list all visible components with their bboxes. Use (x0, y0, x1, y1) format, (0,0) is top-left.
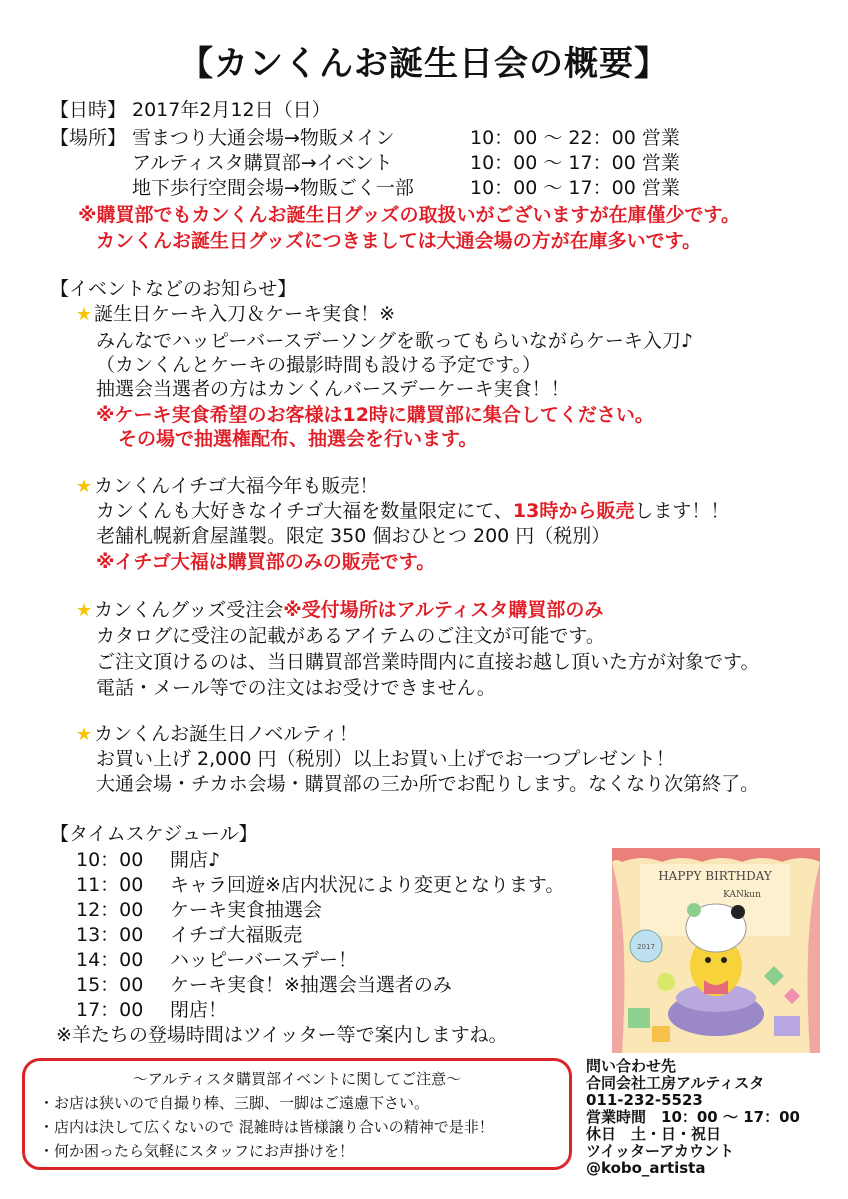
contact-hours: 営業時間 10：00 ～ 17：00 (586, 1108, 800, 1126)
goods-heading (76, 598, 603, 623)
cake-line: みんなでハッピーバースデーソングを歌ってもらいながらケーキ入刀♪ (96, 330, 693, 352)
cake-red-line: その場で抽選権配布、抽選会を行います。 (118, 428, 478, 450)
schedule-footnote: ※羊たちの登場時間はツイッター等で案内しますね。 (56, 1024, 508, 1046)
cake-red-line: ※ケーキ実食希望のお客様は12時に購買部に集合してください。 (96, 404, 654, 426)
daifuku-heading (76, 474, 378, 499)
schedule-row (76, 923, 302, 947)
star-icon: ★ (76, 600, 93, 621)
schedule-row (76, 873, 564, 897)
novelty-line: お買い上げ 2,000 円（税別）以上お買い上げでお一つプレゼント！ (96, 748, 675, 770)
kankun-text: KANkun (723, 890, 761, 900)
schedule-text: ハッピーバースデー！ (170, 949, 357, 971)
stock-note: カンくんお誕生日グッズにつきましては大通会場の方が在庫多いです。 (96, 230, 702, 252)
goods-heading-red: ※受付場所はアルティスタ購買部のみ (283, 599, 604, 621)
place-hours: 10：00 ～ 17：00 営業 (470, 152, 680, 174)
place-name: 地下歩行空間会場→物販ごく一部 (132, 177, 414, 199)
page-title: 【カンくんお誕生日会の概要】 (179, 44, 669, 84)
schedule-text: キャラ回遊※店内状況により変更となります。 (170, 874, 565, 896)
date-value: 2017年2月12日（日） (132, 99, 331, 121)
schedule-time: 12：00 (76, 899, 144, 921)
schedule-row (76, 973, 452, 997)
star-icon: ★ (76, 724, 93, 745)
goods-line: カタログに受注の記載があるアイテムのご注文が可能です。 (96, 625, 605, 647)
schedule-time: 14：00 (76, 949, 144, 971)
place-label: 【場所】 (50, 127, 127, 149)
place-name: アルティスタ購買部→イベント (132, 152, 393, 174)
cake-line: 抽選会当選者の方はカンくんバースデーケーキ実食！！ (96, 378, 570, 400)
daifuku-red-line: ※イチゴ大福は購買部のみの販売です。 (96, 551, 436, 573)
goods-line: 電話・メール等での注文はお受けできません。 (96, 677, 496, 699)
contact-label: 問い合わせ先 (586, 1057, 677, 1075)
schedule-row (76, 898, 322, 922)
schedule-row (76, 848, 220, 872)
schedule-text: ケーキ実食抽選会 (170, 899, 323, 921)
goods-line: ご注文頂けるのは、当日購買部営業時間内に直接お越し頂いた方が対象です。 (96, 651, 760, 673)
notice-box (22, 1058, 572, 1170)
contact-company: 合同会社工房アルティスタ (586, 1074, 765, 1092)
schedule-header: 【タイムスケジュール】 (50, 823, 258, 845)
schedule-time: 17：00 (76, 999, 144, 1021)
star-icon: ★ (76, 304, 93, 325)
contact-phone: 011-232-5523 (586, 1091, 703, 1109)
schedule-time: 15：00 (76, 974, 144, 996)
place-hours: 10：00 ～ 22：00 営業 (470, 127, 680, 149)
cake-heading-text: 誕生日ケーキ入刀＆ケーキ実食！※ (94, 303, 396, 325)
place-name: 雪まつり大通会場→物販メイン (132, 127, 395, 149)
notice-item: ・何か困ったら気軽にスタッフにお声掛けを！ (39, 1142, 355, 1160)
schedule-text: ケーキ実食！※抽選会当選者のみ (170, 974, 452, 996)
daifuku-text: カンくんも大好きなイチゴ大福を数量限定にて、 (96, 500, 513, 522)
contact-holiday: 休日 土・日・祝日 (586, 1125, 722, 1143)
schedule-text: 開店♪ (170, 849, 221, 871)
schedule-time: 11：00 (76, 874, 144, 896)
novelty-line: 大通会場・チカホ会場・購買部の三か所でお配りします。なくなり次第終了。 (96, 773, 760, 795)
daifuku-heading-text: カンくんイチゴ大福今年も販売！ (94, 475, 379, 497)
schedule-row (76, 948, 357, 972)
stock-note: ※購買部でもカンくんお誕生日グッズの取扱いがございますが在庫僅少です。 (78, 204, 741, 226)
daifuku-text: します！！ (634, 500, 730, 522)
cake-heading (76, 302, 395, 327)
year-text: 2017 (637, 943, 655, 951)
daifuku-time: 13時から販売 (512, 500, 635, 522)
notice-item: ・お店は狭いので自撮り棒、三脚、一脚はご遠慮下さい。 (39, 1094, 430, 1112)
schedule-row (76, 998, 227, 1022)
cake-line: （カンくんとケーキの撮影時間も設ける予定です。） (96, 354, 541, 376)
schedule-time: 10：00 (76, 849, 144, 871)
schedule-text: 閉店！ (170, 999, 228, 1021)
contact-twitter-label: ツイッターアカウント (586, 1142, 735, 1160)
novelty-heading (76, 722, 358, 747)
notice-item: ・店内は決して広くないので 混雑時は皆様譲り合いの精神で是非！ (39, 1118, 494, 1136)
daifuku-line (96, 499, 729, 523)
notice-title: ～アルティスタ購買部イベントに関してご注意～ (132, 1070, 462, 1088)
events-header: 【イベントなどのお知らせ】 (50, 278, 297, 300)
contact-info (586, 1058, 800, 1177)
schedule-text: イチゴ大福販売 (170, 924, 303, 946)
date-label: 【日時】 (50, 99, 127, 121)
place-hours: 10：00 ～ 17：00 営業 (470, 177, 680, 199)
star-icon: ★ (76, 476, 93, 497)
daifuku-line: 老舗札幌新倉屋謹製。限定 350 個おひとつ 200 円（税別） (96, 525, 611, 547)
birthday-illustration (612, 848, 820, 1053)
schedule-time: 13：00 (76, 924, 144, 946)
contact-twitter[interactable]: @kobo_artista (586, 1159, 706, 1177)
novelty-heading-text: カンくんお誕生日ノベルティ！ (94, 723, 358, 745)
place-row-1 (50, 126, 395, 150)
date-row (50, 98, 331, 122)
banner-text: HAPPY BIRTHDAY (658, 869, 772, 883)
goods-heading-text: カンくんグッズ受注会 (94, 599, 284, 621)
